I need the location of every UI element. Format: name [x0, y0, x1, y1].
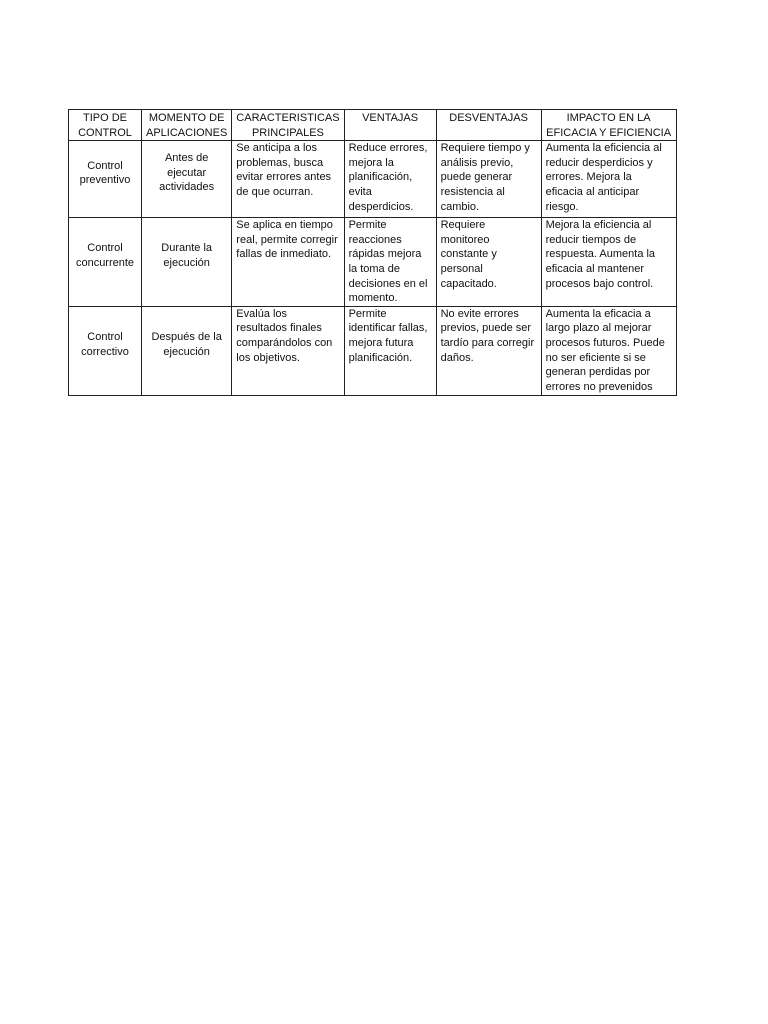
table-header-row — [69, 110, 677, 141]
cell-tipo — [69, 306, 142, 395]
cell-desventajas: Requiere tiempo y análisis previo, puede generar resistencia al cambio. — [436, 141, 541, 218]
cell-caracteristicas: Se aplica en tiempo real, permite corregir fallas de inmediato. — [232, 218, 344, 307]
cell-desventajas: No evite errores previos, puede ser tardío para corregir daños. — [436, 306, 541, 395]
cell-impacto: Aumenta la eficiencia al reducir desperdicios y errores. Mejora la eficacia al anticipar riesgo. — [541, 141, 676, 218]
header-momento-de-aplicaciones: MOMENTO DE APLICACIONES — [142, 110, 232, 141]
header-ventajas: VENTAJAS — [344, 110, 436, 141]
header-desventajas: DESVENTAJAS — [436, 110, 541, 141]
cell-text: Control preventivo — [79, 159, 131, 187]
cell-ventajas: Permite identificar fallas, mejora futura planificación. — [344, 306, 436, 395]
cell-momento — [142, 218, 232, 307]
cell-text: Control concurrente — [75, 242, 135, 269]
cell-text: Antes de ejecutar actividades — [159, 152, 215, 194]
cell-ventajas: Reduce errores, mejora la planificación, evita desperdicios. — [344, 141, 436, 218]
cell-impacto: Aumenta la eficacia a largo plazo al mejorar procesos futuros. Puede no ser eficiente si se generan perdidas por errores no prevenidos — [541, 306, 676, 395]
cell-desventajas: Requiere monitoreo constante y personal capacitado. — [436, 218, 541, 307]
cell-tipo — [69, 218, 142, 307]
cell-momento — [142, 141, 232, 218]
cell-text: Durante la ejecución — [161, 242, 213, 269]
table-row — [69, 141, 677, 218]
header-impacto: IMPACTO EN LA EFICACIA Y EFICIENCIA — [541, 110, 676, 141]
cell-tipo — [69, 141, 142, 218]
cell-impacto: Mejora la eficiencia al reducir tiempos de respuesta. Aumenta la eficacia al mantener procesos bajo control. — [541, 218, 676, 307]
cell-text: Control correctivo — [81, 331, 129, 358]
cell-caracteristicas: Se anticipa a los problemas, busca evitar errores antes de que ocurran. — [232, 141, 344, 218]
header-tipo-de-control: TIPO DE CONTROL — [69, 110, 142, 141]
cell-text: Después de la ejecución — [151, 331, 222, 358]
header-caracteristicas-principales: CARACTERISTICAS PRINCIPALES — [232, 110, 344, 141]
cell-ventajas: Permite reacciones rápidas mejora la toma de decisiones en el momento. — [344, 218, 436, 307]
table-row — [69, 306, 677, 395]
control-comparison-table — [68, 109, 677, 396]
cell-caracteristicas: Evalúa los resultados finales comparándolos con los objetivos. — [232, 306, 344, 395]
table-row — [69, 218, 677, 307]
cell-momento — [142, 306, 232, 395]
